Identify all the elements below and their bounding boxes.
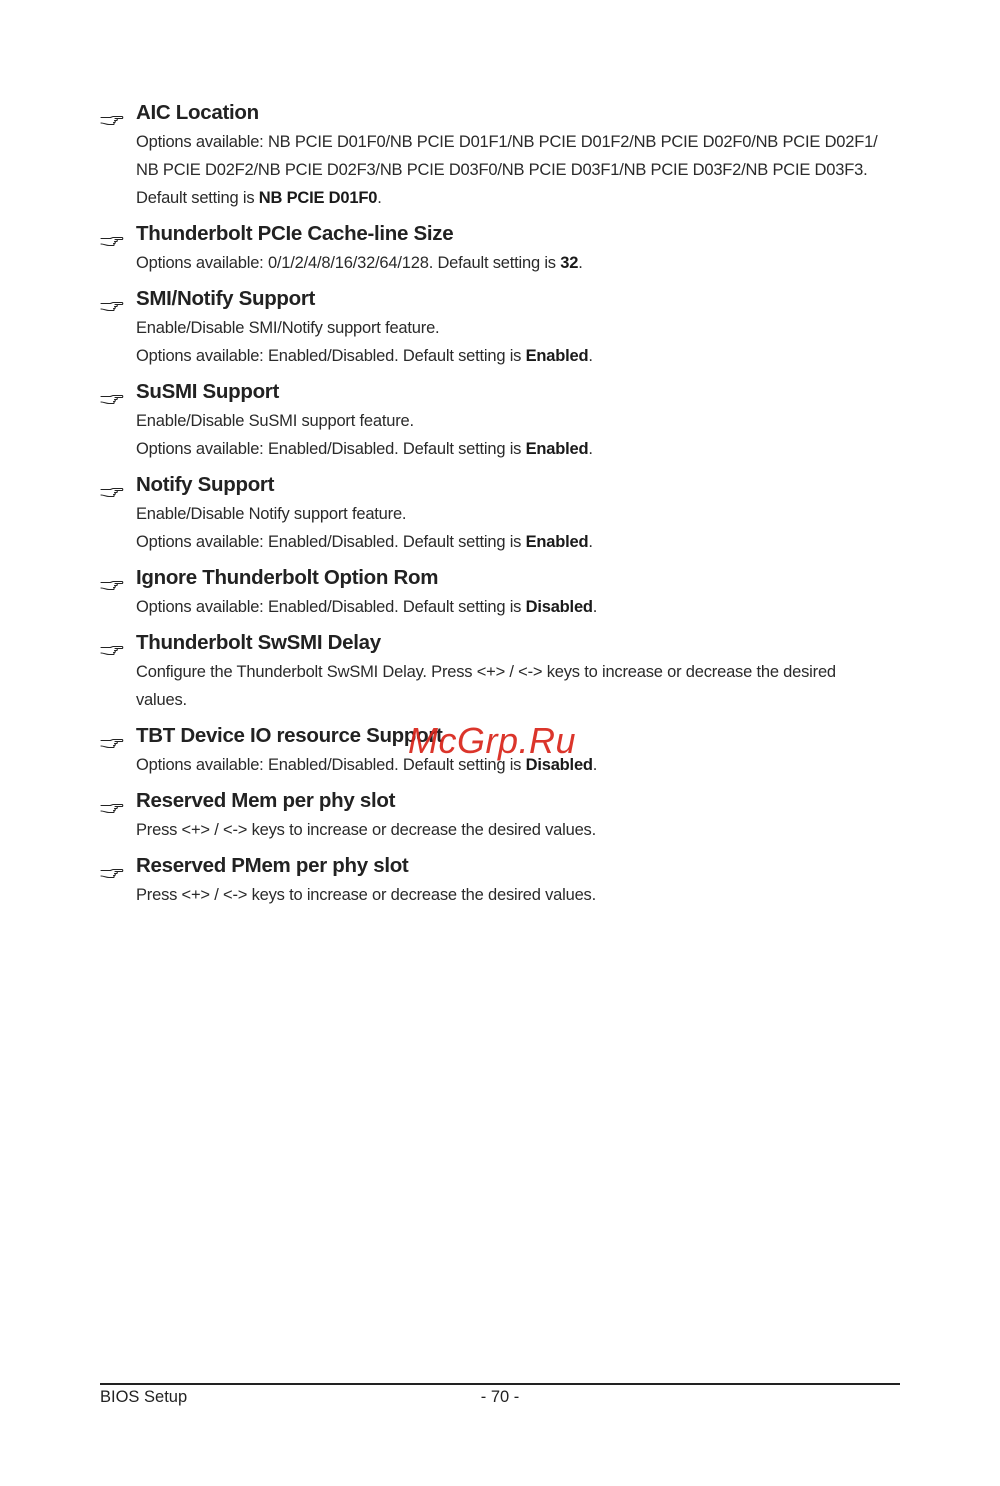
setting-section [100, 376, 900, 463]
description-text: Options available: NB PCIE D01F0/NB PCIE D01F1/NB PCIE D01F2/NB PCIE D02F0/NB PCIE D02F1/ [136, 133, 878, 151]
default-value: Disabled [525, 598, 593, 616]
pointing-hand-icon [100, 384, 124, 398]
page-number: - 70 - [480, 1388, 520, 1406]
description-text: Enable/Disable SMI/Notify support feature. [136, 319, 440, 337]
watermark-text: McGrp.Ru [408, 720, 577, 761]
description-text: . [588, 533, 593, 551]
description-text: Configure the Thunderbolt SwSMI Delay. Press <+> / <-> keys to increase or decrease the desired [136, 663, 836, 681]
setting-description-line [100, 816, 900, 844]
setting-title-text: SuSMI Support [136, 380, 280, 403]
pointing-hand-icon [100, 858, 124, 872]
pointing-hand-icon [100, 635, 124, 649]
pointing-hand-icon [100, 226, 124, 240]
default-value: Enabled [525, 533, 589, 551]
setting-description-line [100, 407, 900, 435]
setting-title [100, 850, 900, 881]
document-body [100, 97, 900, 915]
setting-description-line [100, 156, 900, 184]
description-text: Options available: Enabled/Disabled. Default setting is [136, 756, 526, 774]
setting-title [100, 469, 900, 500]
description-text: . [592, 598, 598, 616]
setting-title-text: Reserved PMem per phy slot [136, 854, 409, 877]
setting-description-line [100, 881, 900, 909]
default-value: 32 [560, 254, 579, 272]
description-text: Press <+> / <-> keys to increase or decrease the desired values. [136, 821, 596, 839]
setting-title-text: TBT Device IO resource Support [136, 724, 443, 747]
setting-title [100, 627, 900, 658]
description-text: . [377, 189, 382, 207]
default-value: Enabled [525, 347, 589, 365]
setting-description-line [100, 528, 900, 556]
description-text: values. [136, 691, 187, 709]
setting-description-line [100, 128, 900, 156]
setting-title-text: Thunderbolt PCIe Cache-line Size [136, 222, 454, 245]
pointing-hand-icon [100, 291, 124, 305]
description-text: Press <+> / <-> keys to increase or decrease the desired values. [136, 886, 596, 904]
setting-section [100, 218, 900, 277]
description-text: Enable/Disable SuSMI support feature. [136, 412, 414, 430]
setting-description-line [100, 342, 900, 370]
pointing-hand-icon [100, 728, 124, 742]
setting-section [100, 785, 900, 844]
setting-title-text: Notify Support [136, 473, 275, 496]
pointing-hand-icon [100, 105, 124, 119]
setting-title-text: Ignore Thunderbolt Option Rom [136, 566, 439, 589]
description-text: . [592, 756, 598, 774]
description-text: . [588, 440, 593, 458]
footer-title: BIOS Setup [100, 1388, 188, 1406]
setting-title-text: Reserved Mem per phy slot [136, 789, 396, 812]
description-text: Options available: Enabled/Disabled. Default setting is [136, 347, 526, 365]
setting-section [100, 283, 900, 370]
description-text: NB PCIE D02F2/NB PCIE D02F3/NB PCIE D03F0/NB PCIE D03F1/NB PCIE D03F2/NB PCIE D03F3. [136, 161, 868, 179]
description-text: . [588, 347, 593, 365]
description-text: Enable/Disable Notify support feature. [136, 505, 407, 523]
description-text: Options available: Enabled/Disabled. Default setting is [136, 598, 526, 616]
setting-section [100, 562, 900, 621]
setting-title [100, 283, 900, 314]
setting-title-text: SMI/Notify Support [136, 287, 316, 310]
setting-description-line [100, 435, 900, 463]
setting-title [100, 218, 900, 249]
footer-divider [100, 1383, 900, 1385]
setting-section [100, 97, 900, 212]
pointing-hand-icon [100, 570, 124, 584]
pointing-hand-icon [100, 793, 124, 807]
setting-description-line [100, 500, 900, 528]
setting-title [100, 562, 900, 593]
setting-description-line [100, 686, 900, 714]
setting-title-text: AIC Location [136, 101, 259, 124]
setting-description-line [100, 184, 900, 212]
setting-section [100, 469, 900, 556]
setting-description-line [100, 593, 900, 621]
default-value: Disabled [525, 756, 593, 774]
setting-description-line [100, 314, 900, 342]
description-text: Options available: Enabled/Disabled. Default setting is [136, 533, 526, 551]
setting-section [100, 627, 900, 714]
setting-title [100, 376, 900, 407]
setting-description-line [100, 249, 900, 277]
description-text: Options available: Enabled/Disabled. Default setting is [136, 440, 526, 458]
setting-section [100, 850, 900, 909]
default-value: NB PCIE D01F0 [258, 189, 378, 207]
pointing-hand-icon [100, 477, 124, 491]
description-text: . [578, 254, 583, 272]
setting-title [100, 97, 900, 128]
setting-title [100, 785, 900, 816]
setting-description-line [100, 658, 900, 686]
description-text: Options available: 0/1/2/4/8/16/32/64/128. Default setting is [136, 254, 561, 272]
default-value: Enabled [525, 440, 589, 458]
description-text: Default setting is [136, 189, 259, 207]
setting-title-text: Thunderbolt SwSMI Delay [136, 631, 381, 654]
